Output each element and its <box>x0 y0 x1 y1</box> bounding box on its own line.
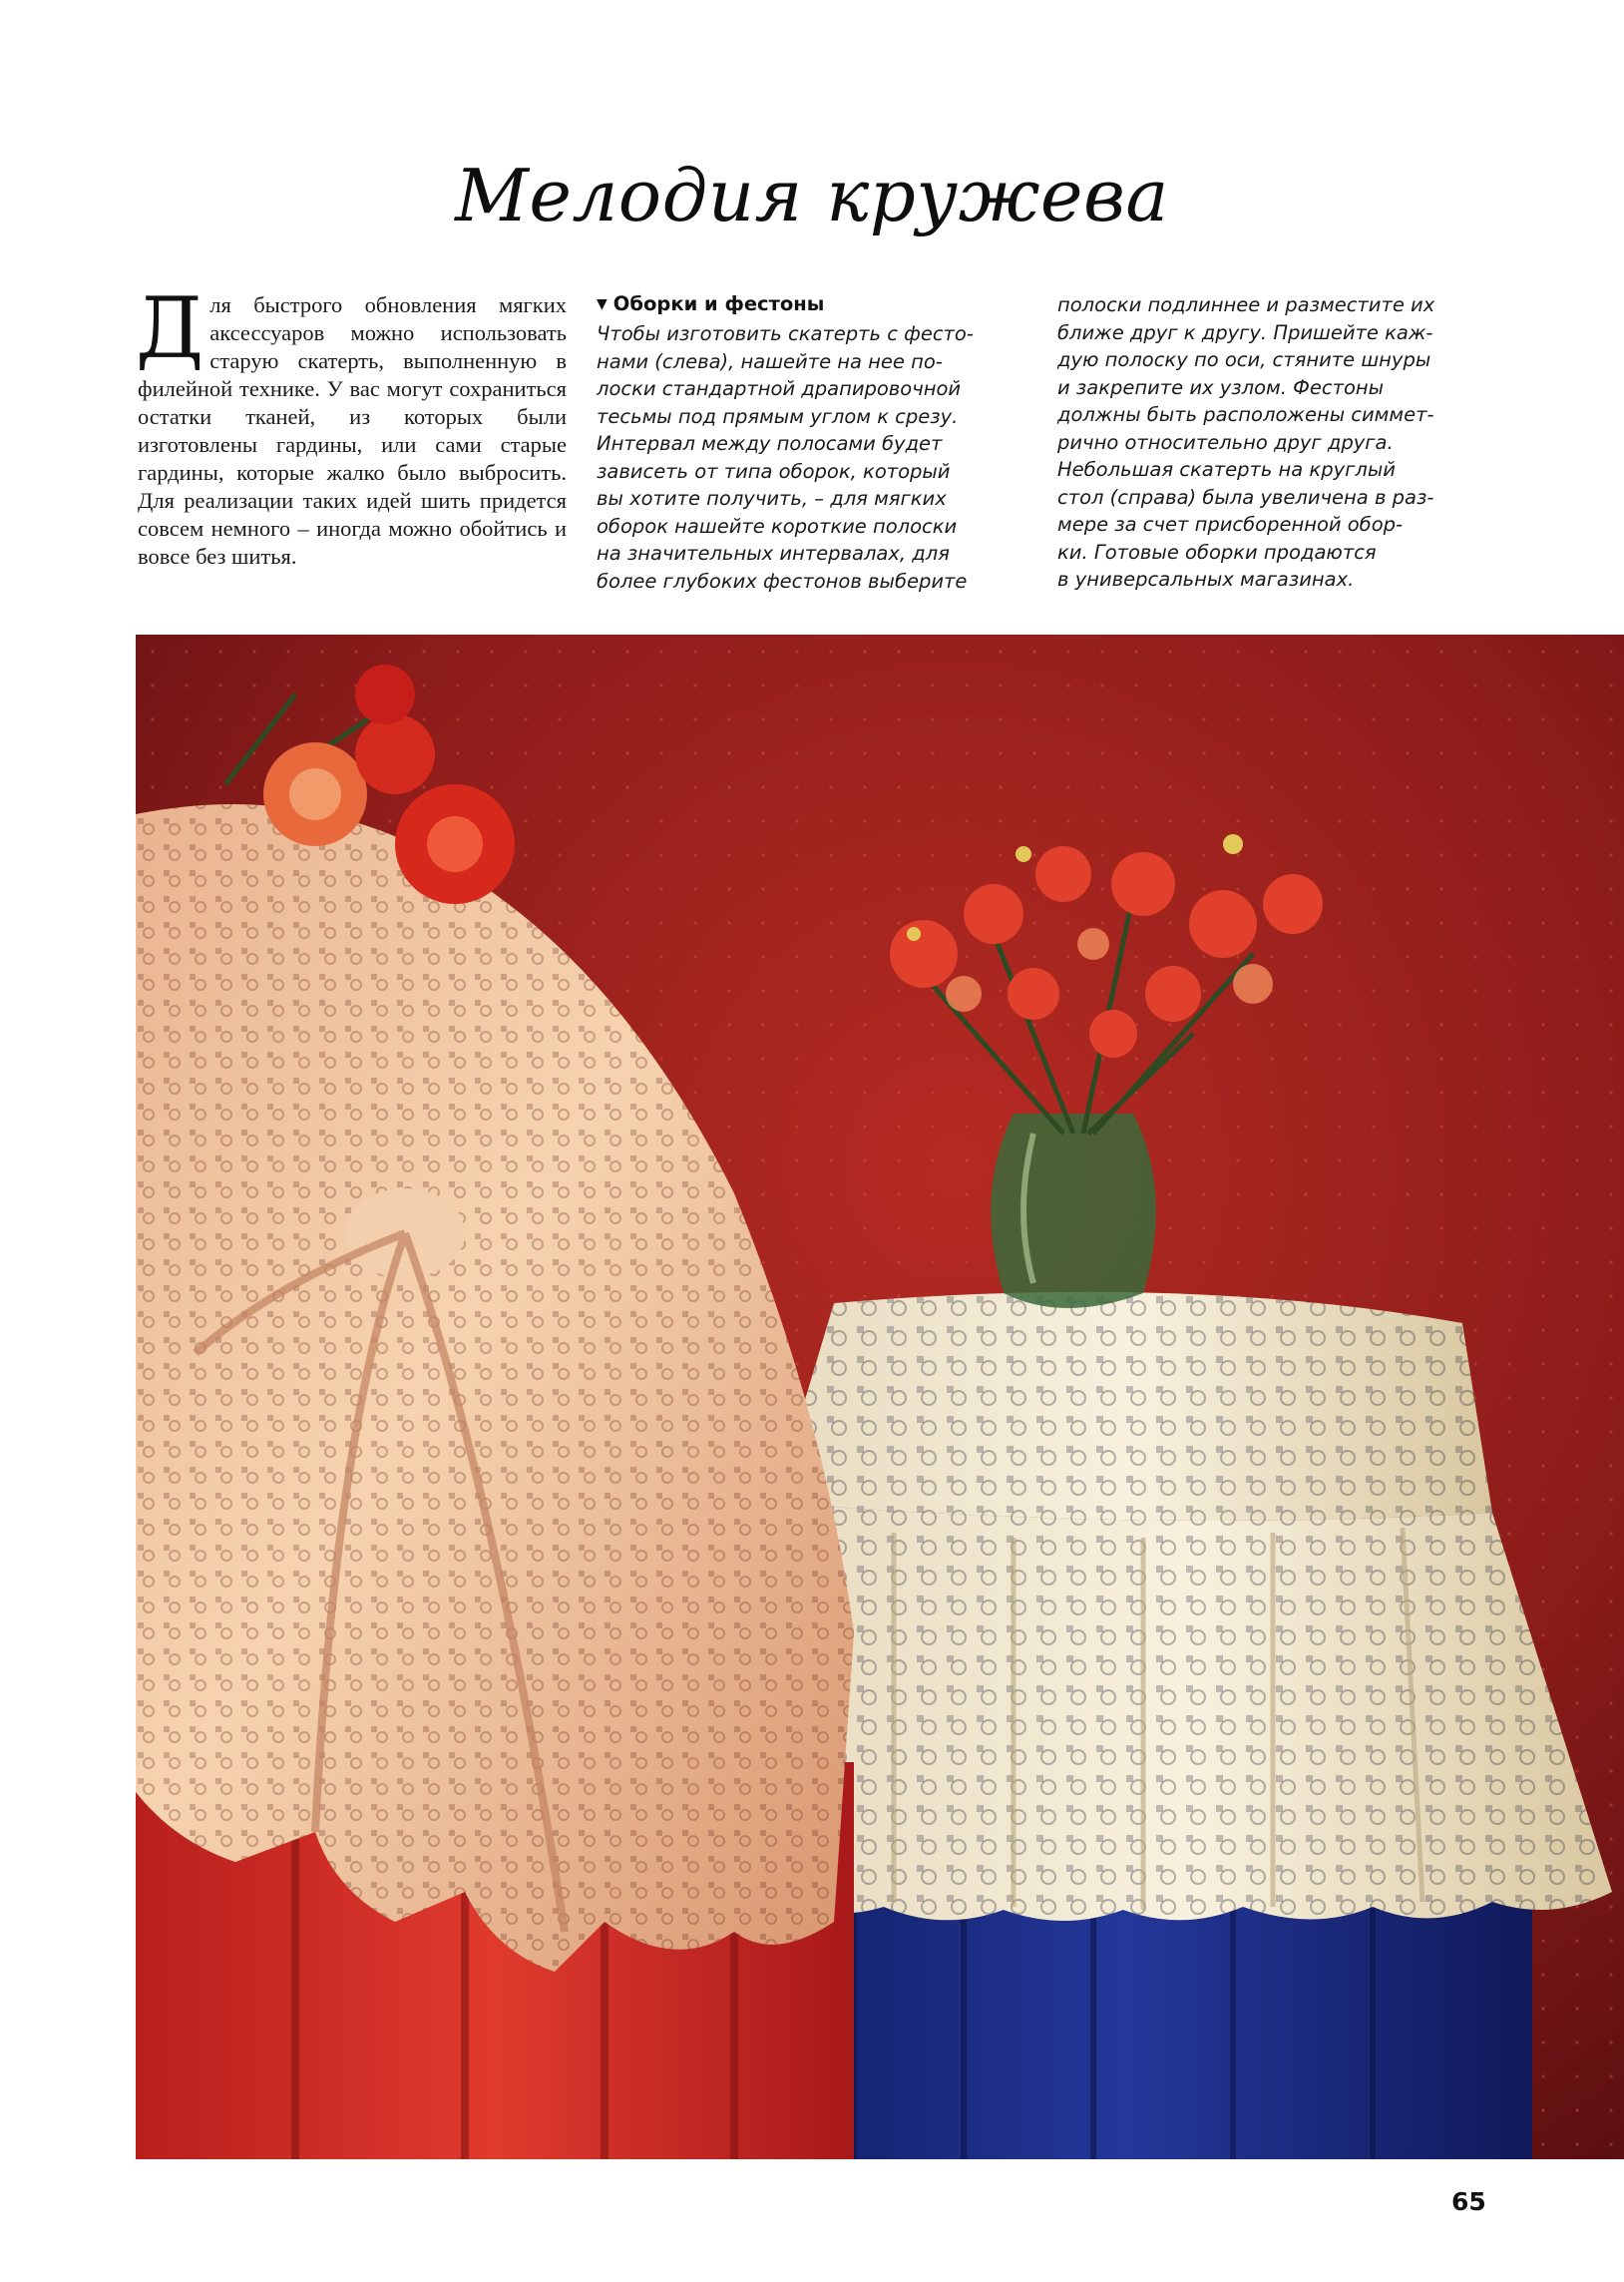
page-title: Мелодия кружева <box>455 154 1169 237</box>
section-heading <box>597 291 1015 319</box>
section-text-part-1: Чтобы изготовить скатерть с фесто- нами (слева), нашейте на нее по- лоски стандартной драпировочной тесьмы под прямым углом к срезу. Интервал между полосами будет зависеть от типа оборок, который вы хотите получить, – для мягких оборок нашейте короткие полоски на значительных интервалах, для более глубоких фестонов выберите <box>597 322 974 593</box>
intro-column <box>136 279 567 571</box>
triangle-marker-icon: ▼ <box>597 296 608 312</box>
section-heading-text: Оборки и фестоны <box>612 292 825 315</box>
page-number: 65 <box>1451 2187 1486 2216</box>
lace-tablecloth-photo <box>136 635 1624 2159</box>
intro-text: ля быстрого обновления мягких аксессуаров можно использовать старую скатерть, выполненную в филейной технике. У вас могут сохраниться остатки тканей, из которых были изготовлены гардины, или сами старые гардины, которые жалко было выбросить. Для реализации таких идей шить придется совсем немного – иногда можно обойтись и вовсе без шитья. <box>138 292 567 569</box>
section-column-2 <box>597 291 1015 595</box>
drop-cap: Д <box>136 279 204 377</box>
section-text-part-2: полоски подлиннее и разместите их ближе друг к другу. Пришейте каж- дую полоску по оси, стяните шнуры и закрепите их узлом. Фестоны должны быть расположены симмет- рично относительно друг друга. Небольшая скатерть на круглый стол (справа) была увеличена в раз- мере за счет присборенной обор- ки. Готовые оборки продаются в универсальных магазинах. <box>1057 293 1435 591</box>
photo-illustration <box>136 635 1624 2159</box>
section-column-3 <box>1057 291 1496 594</box>
